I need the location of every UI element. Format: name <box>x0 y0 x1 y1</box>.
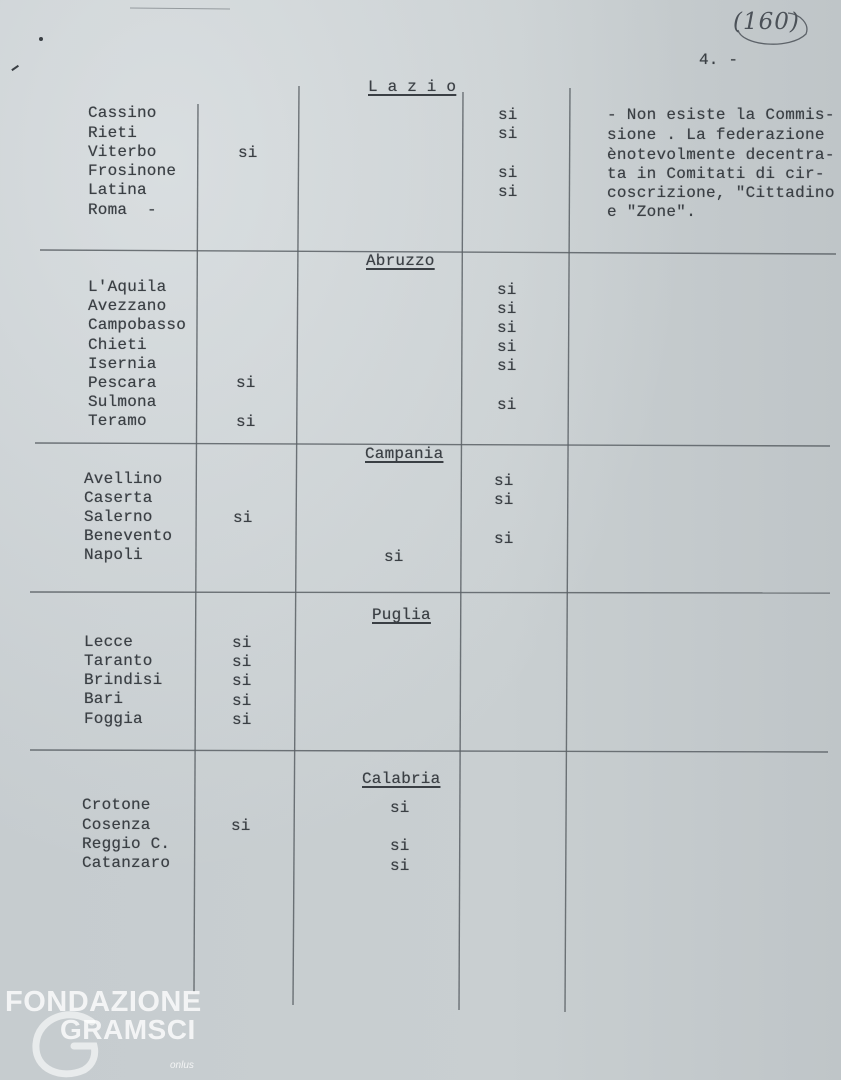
city-name: Pescara <box>88 374 157 392</box>
city-name: Roma - <box>88 201 157 219</box>
city-name: Campobasso <box>88 316 187 334</box>
region-header: L a z i o <box>368 78 457 96</box>
cell-col2: si <box>390 837 410 855</box>
cell-col3: si <box>494 472 514 490</box>
city-name: Viterbo <box>88 143 157 161</box>
cell-col3: si <box>497 338 517 356</box>
city-name: Lecce <box>84 633 134 651</box>
city-name: Frosinone <box>88 162 177 180</box>
cell-col1: si <box>232 692 252 710</box>
region-header: Puglia <box>372 606 431 624</box>
city-name: Foggia <box>84 710 143 728</box>
note-line: coscrizione, "Cittadino <box>607 184 835 202</box>
cell-col3: si <box>497 396 517 414</box>
cell-col1: si <box>232 672 252 690</box>
watermark-line-fondazione: FONDAZIONE <box>5 986 202 1018</box>
region-header: Abruzzo <box>366 252 435 270</box>
cell-col3: si <box>497 300 517 318</box>
watermark-line-onlus: onlus <box>170 1060 194 1071</box>
city-name: Isernia <box>88 355 157 373</box>
city-name: Reggio C. <box>82 835 171 853</box>
watermark-line-gramsci: GRAMSCI <box>60 1014 196 1045</box>
city-name: Chieti <box>88 336 147 354</box>
city-name: Crotone <box>82 796 151 814</box>
cell-col3: si <box>497 357 517 375</box>
city-name: Brindisi <box>84 671 163 689</box>
cell-col2: si <box>390 799 410 817</box>
cell-col3: si <box>498 106 518 124</box>
cell-col1: si <box>232 711 252 729</box>
city-name: Bari <box>84 690 124 708</box>
region-header: Calabria <box>362 770 441 788</box>
city-name: Caserta <box>84 489 153 507</box>
city-name: Teramo <box>88 412 147 430</box>
city-name: Taranto <box>84 652 153 670</box>
city-name: Avezzano <box>88 297 167 315</box>
cell-col1: si <box>232 634 252 652</box>
typed-page-number: 4. - <box>699 51 739 69</box>
cell-col3: si <box>497 319 517 337</box>
city-name: Sulmona <box>88 393 157 411</box>
cell-col2: si <box>384 548 404 566</box>
city-name: Rieti <box>88 124 138 142</box>
cell-col1: si <box>231 817 251 835</box>
cell-col3: si <box>498 183 518 201</box>
note-line: - Non esiste la Commis- <box>607 106 835 124</box>
city-name: Cassino <box>88 104 157 122</box>
cell-col1: si <box>238 144 258 162</box>
city-name: Latina <box>88 181 147 199</box>
handwritten-page-number: (160) <box>733 9 800 35</box>
note-line: ènotevolmente decentra- <box>607 146 835 164</box>
note-line: ta in Comitati di cir- <box>607 165 825 183</box>
cell-col3: si <box>498 164 518 182</box>
note-line: sione . La federazione <box>607 126 825 144</box>
cell-col1: si <box>236 413 256 431</box>
city-name: Cosenza <box>82 816 151 834</box>
cell-col1: si <box>236 374 256 392</box>
city-name: L'Aquila <box>88 278 167 296</box>
cell-col3: si <box>494 530 514 548</box>
cell-col3: si <box>494 491 514 509</box>
note-line: e "Zone". <box>607 203 697 221</box>
cell-col2: si <box>390 857 410 875</box>
cell-col1: si <box>233 509 253 527</box>
city-name: Napoli <box>84 546 143 564</box>
cell-col3: si <box>498 125 518 143</box>
cell-col3: si <box>497 281 517 299</box>
city-name: Catanzaro <box>82 854 171 872</box>
city-name: Benevento <box>84 527 173 545</box>
cell-col1: si <box>232 653 252 671</box>
city-name: Salerno <box>84 508 153 526</box>
region-header: Campania <box>365 445 444 463</box>
city-name: Avellino <box>84 470 163 488</box>
